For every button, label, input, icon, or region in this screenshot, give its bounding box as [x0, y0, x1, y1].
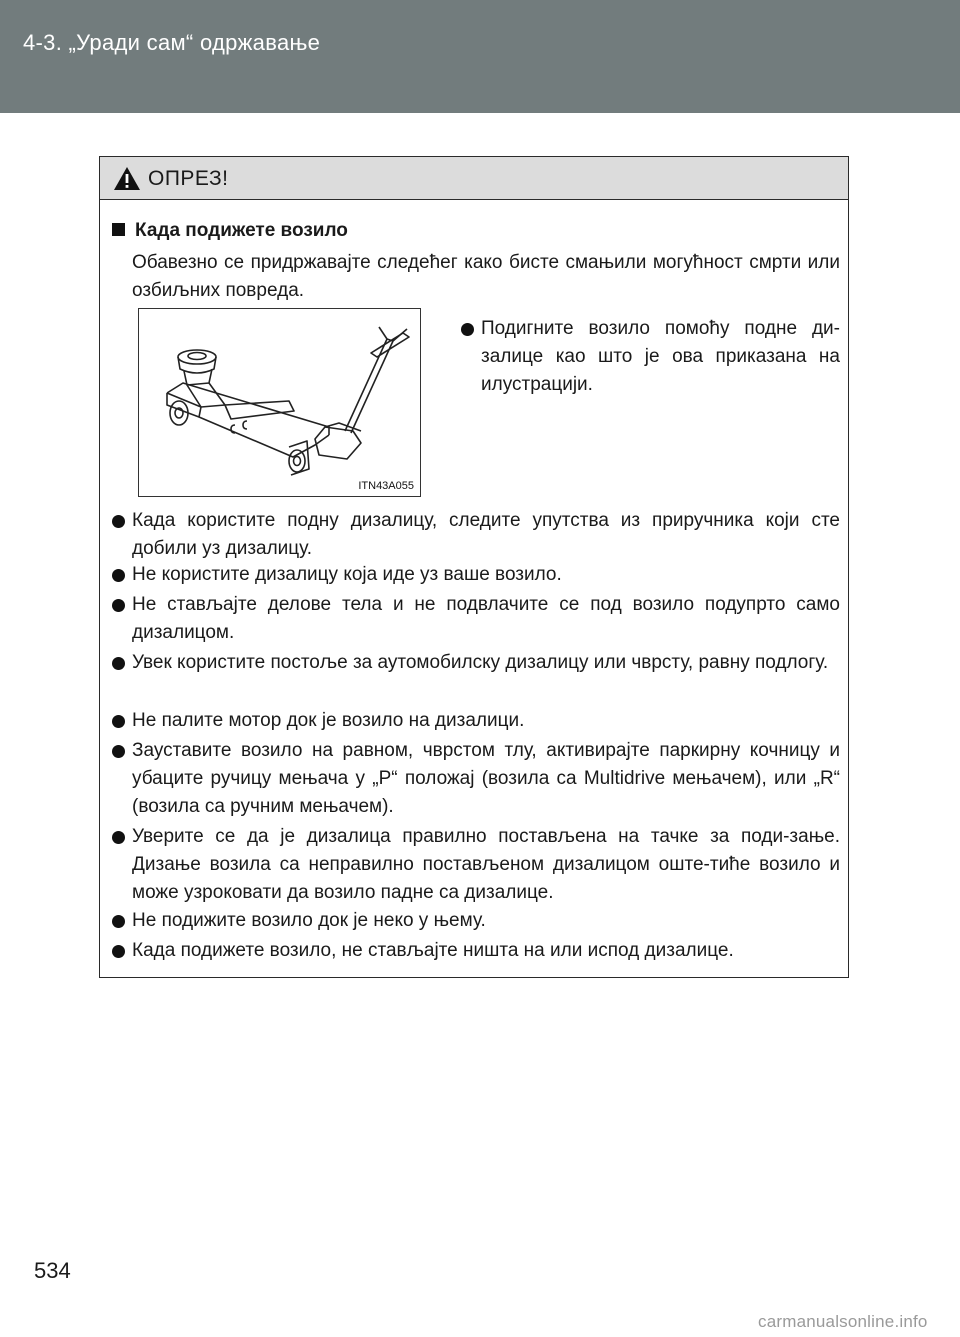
bullet-dot-icon [112, 915, 125, 928]
list-item: Када користите подну дизалицу, следите упутства из приручника који сте добили уз дизалицу. [112, 507, 840, 563]
section-heading [112, 220, 348, 242]
illustration-code: ITN43A055 [358, 480, 414, 492]
list-item: Не подижите возило док је неко у њему. [112, 907, 840, 935]
square-bullet-icon [112, 223, 125, 236]
floor-jack-illustration [138, 308, 421, 497]
caution-box [99, 156, 849, 978]
bullet-dot-icon [112, 945, 125, 958]
chapter-title: 4-3. „Уради сам“ одржавање [23, 30, 321, 55]
bullet-dot-icon [112, 715, 125, 728]
list-item: Не палите мотор док је возило на дизалици. [112, 707, 840, 735]
bullet-dot-icon [461, 323, 474, 336]
bullet-dot-icon [112, 745, 125, 758]
header-bar [0, 0, 960, 113]
bullet-dot-icon [112, 831, 125, 844]
bullet-dot-icon [112, 599, 125, 612]
list-item: Не стављајте делове тела и не подвлачите се под возило подупрто само дизалицом. [112, 591, 840, 647]
warning-icon [113, 166, 141, 191]
list-item: Када подижете возило, не стављајте ништа на или испод дизалице. [112, 937, 840, 965]
list-item: Уверите се да је дизалица правилно постављена на тачке за поди-зање. Дизање возила са неправилно постављеном дизалицом оште-тиће возило и може узроковати да возило падне са дизалице. [112, 823, 840, 907]
bullet-dot-icon [112, 515, 125, 528]
list-item: Не користите дизалицу која иде уз ваше возило. [112, 561, 840, 589]
bullet-dot-icon [112, 657, 125, 670]
section-title: Када подижете возило [135, 220, 348, 241]
watermark: carmanualsonline.info [758, 1312, 928, 1331]
list-item: Зауставите возило на равном, чврстом тлу, активирајте паркирну кочницу и убаците ручицу мењача у „P“ положај (возила са Multidrive мењачем), или „R“ (возила са ручним мењачем). [112, 737, 840, 821]
list-item: Увек користите постоље за аутомобилску дизалицу или чврсту, равну подлогу. [112, 649, 840, 677]
caution-label: ОПРЕЗ! [148, 167, 229, 190]
page-number: 534 [34, 1258, 71, 1283]
caution-header [100, 157, 848, 200]
list-item: Подигните возило помоћу подне ди-залице као што је ова приказана на илустрацији. [461, 315, 840, 399]
bullet-dot-icon [112, 569, 125, 582]
intro-text: Обавезно се придржавајте следећег како бисте смањили могућност смрти или озбиљних повреда. [132, 252, 840, 301]
floor-jack-drawing [139, 309, 420, 496]
